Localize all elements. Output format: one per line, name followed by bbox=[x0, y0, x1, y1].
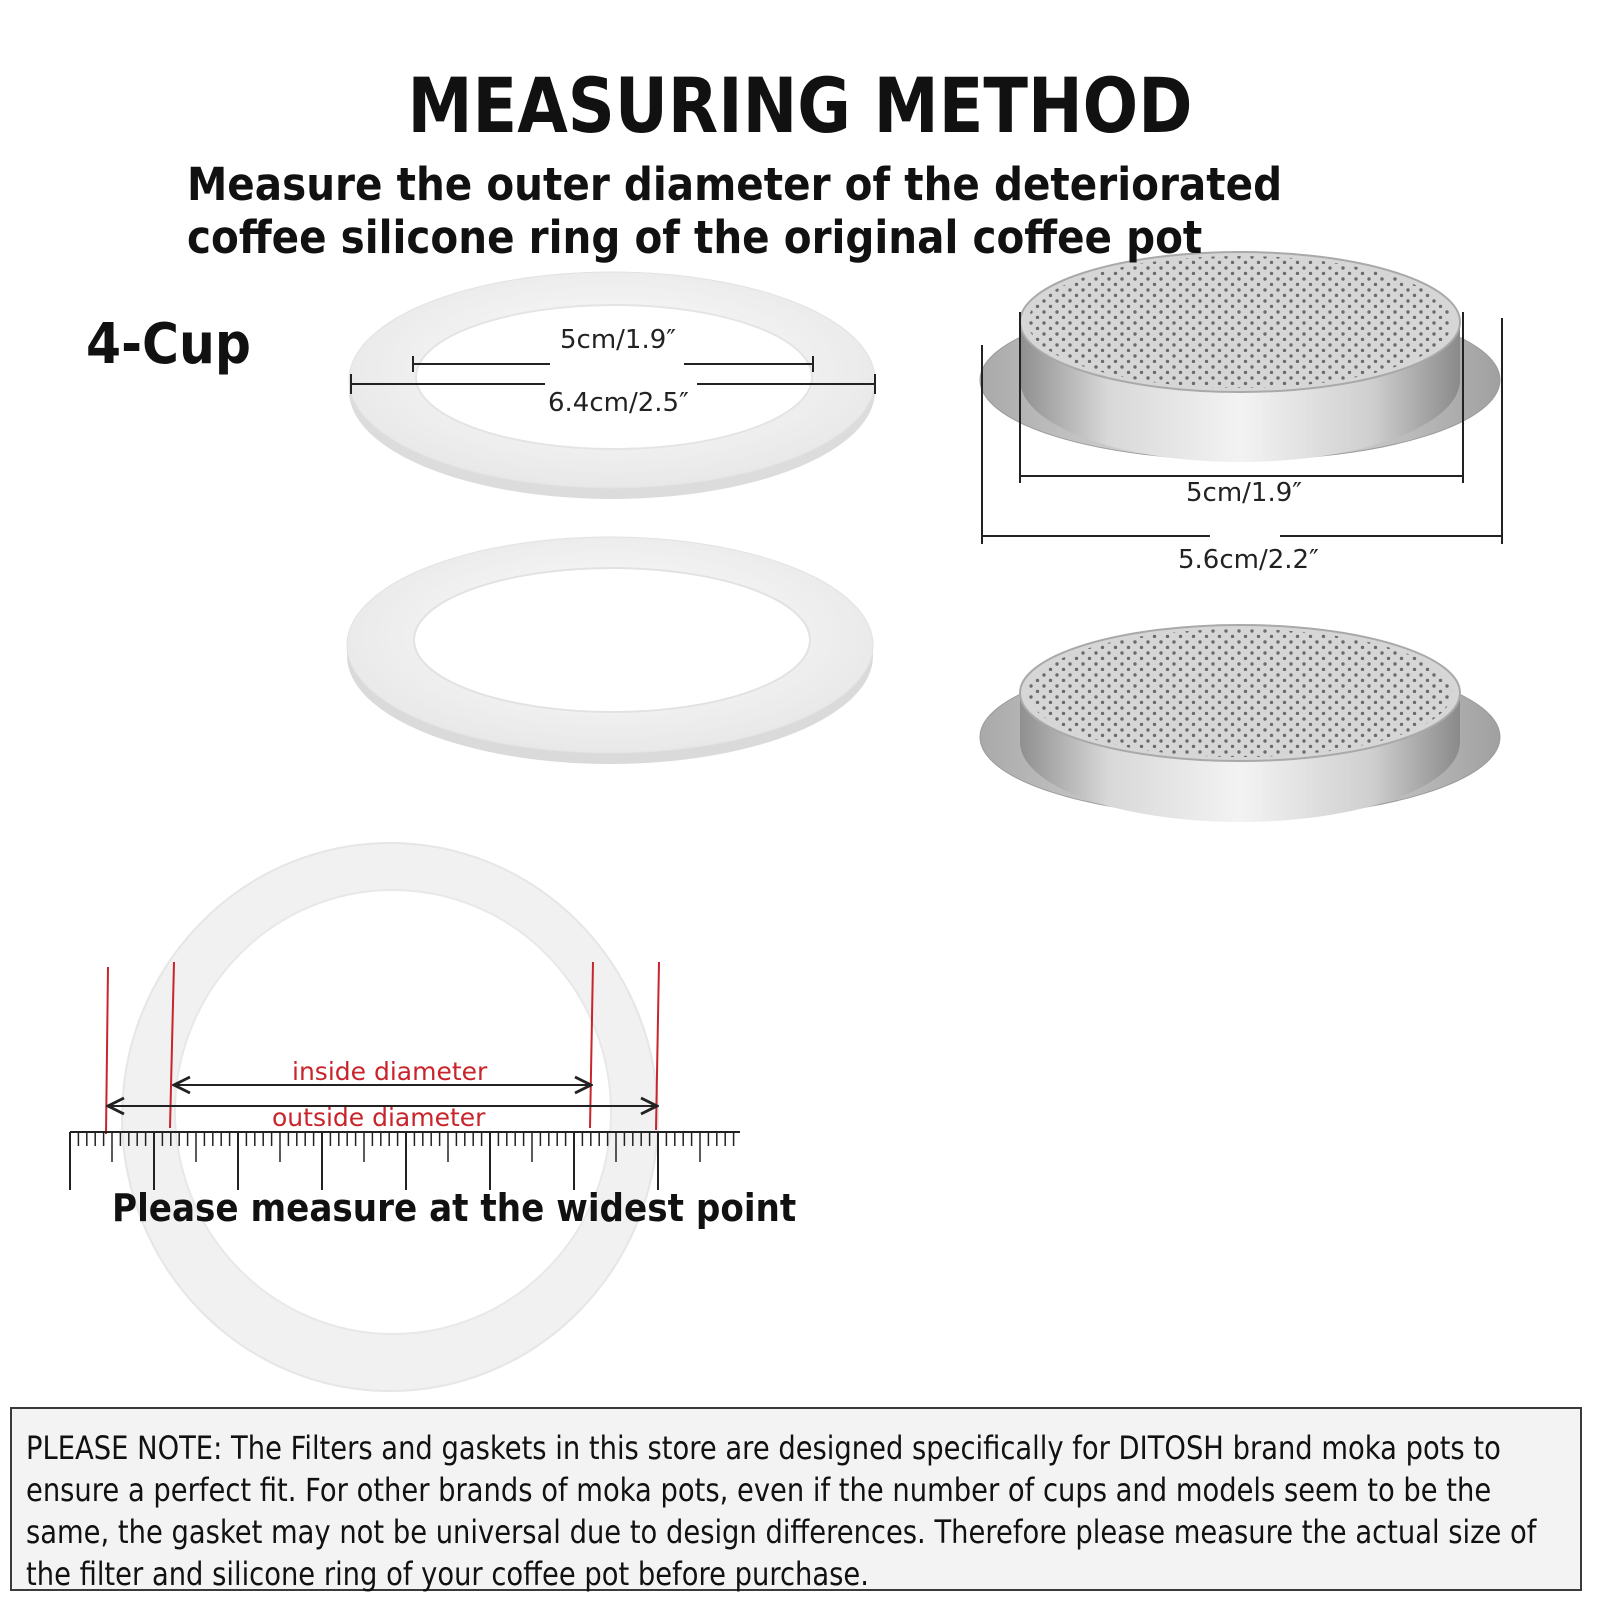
inside-diameter-label: inside diameter bbox=[292, 1057, 488, 1086]
measure-hint: Please measure at the widest point bbox=[112, 1186, 797, 1230]
gasket-top bbox=[349, 272, 875, 499]
note-box bbox=[10, 1407, 1582, 1591]
gasket-outer-diameter-label: 6.4cm/2.5″ bbox=[548, 388, 689, 418]
outside-diameter-label: outside diameter bbox=[272, 1103, 486, 1132]
filter-bottom bbox=[980, 625, 1500, 822]
gasket-inner-diameter-label: 5cm/1.9″ bbox=[560, 325, 676, 355]
cup-size-label: 4-Cup bbox=[86, 312, 251, 377]
note-text: PLEASE NOTE: The Filters and gaskets in this store are designed specifically for DITOSH brand moka pots to ensure a perfect fit. For other brands of moka pots, even if the number of cups and models seem to be the same, the gasket may not be universal due to design differences. Therefore please measure the actual size of the filter and silicone ring of your coffee pot before purchase. bbox=[26, 1429, 1537, 1593]
gasket-bottom bbox=[347, 537, 873, 764]
page-title: MEASURING METHOD bbox=[407, 61, 1193, 150]
page-subtitle: Measure the outer diameter of the deteriorated coffee silicone ring of the original coffee pot bbox=[187, 158, 1283, 264]
filter-top bbox=[980, 252, 1500, 462]
filter-outer-diameter-label: 5.6cm/2.2″ bbox=[1178, 545, 1319, 575]
filter-inner-diameter-label: 5cm/1.9″ bbox=[1186, 478, 1302, 508]
